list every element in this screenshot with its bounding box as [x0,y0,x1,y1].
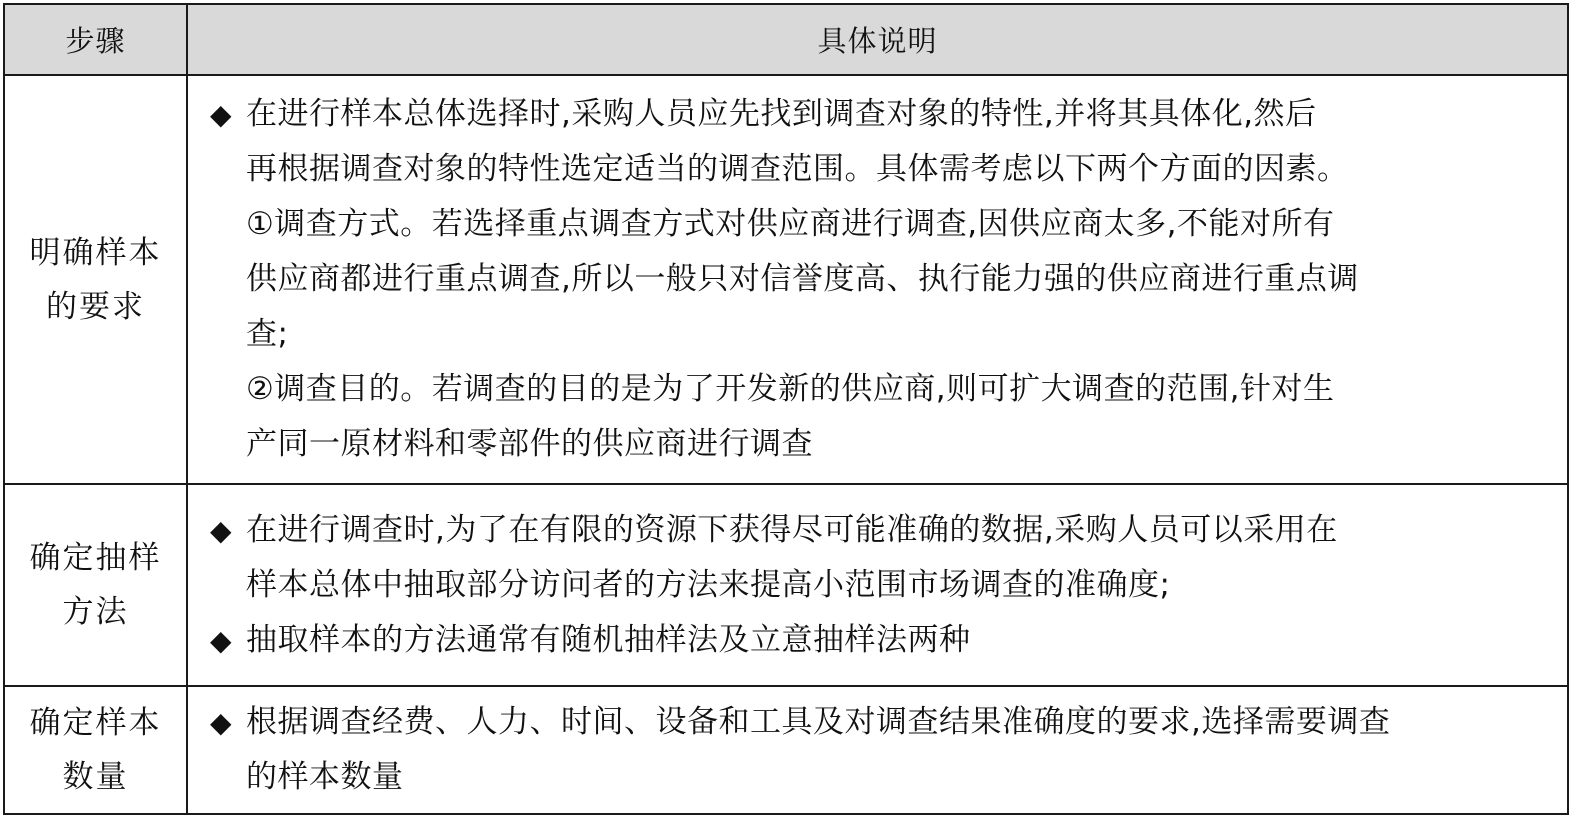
diamond-bullet-icon: ◆ [210,513,233,547]
step-cell [4,686,187,814]
description-line: 供应商都进行重点调查,所以一般只对信誉度高、执行能力强的供应商进行重点调 [246,261,1359,297]
step-label-line: 的要求 [46,288,145,325]
step-label-line: 确定样本 [29,705,162,741]
diamond-bullet-icon: ◆ [210,98,233,131]
step-cell [4,484,187,686]
header-step: 步骤 [4,4,187,75]
description-line: ①调查方式。若选择重点调查方式对供应商进行调查,因供应商太多,不能对所有 [246,206,1335,242]
diamond-bullet-icon: ◆ [210,706,233,739]
procedure-table [3,3,1569,815]
step-label-line: 确定抽样 [29,540,162,576]
description-cell [187,75,1568,484]
step-label-line: 明确样本 [29,234,162,271]
description-line: ◆ 在进行样本总体选择时,采购人员应先找到调查对象的特性,并将其具体化,然后 [210,87,1557,142]
description-cell [187,686,1568,814]
step-cell [4,75,187,484]
description-line: ◆ 抽取样本的方法通常有随机抽样法及立意抽样法两种 [210,613,1557,668]
description-line: 再根据调查对象的特性选定适当的调查范围。具体需考虑以下两个方面的因素。 [246,151,1349,187]
description-line: 样本总体中抽取部分访问者的方法来提高小范围市场调查的准确度; [246,566,1171,603]
description-line: ◆ 在进行调查时,为了在有限的资源下获得尽可能准确的数据,采购人员可以采用在 [210,503,1557,558]
table-row [4,75,1568,484]
description-cell [187,484,1568,686]
description-line: 查; [246,316,289,352]
table-header-row [4,4,1568,75]
header-description: 具体说明 [187,4,1568,75]
step-label-line: 数量 [62,759,129,795]
description-line: ◆ 根据调查经费、人力、时间、设备和工具及对调查结果准确度的要求,选择需要调查 [210,695,1557,750]
diamond-bullet-icon: ◆ [210,623,233,657]
description-line: 的样本数量 [246,759,404,795]
description-line: ②调查目的。若调查的目的是为了开发新的供应商,则可扩大调查的范围,针对生 [246,371,1335,407]
step-label-line: 方法 [62,594,129,630]
table-row [4,484,1568,686]
description-line: 产同一原材料和零部件的供应商进行调查 [246,426,813,462]
table-row [4,686,1568,814]
